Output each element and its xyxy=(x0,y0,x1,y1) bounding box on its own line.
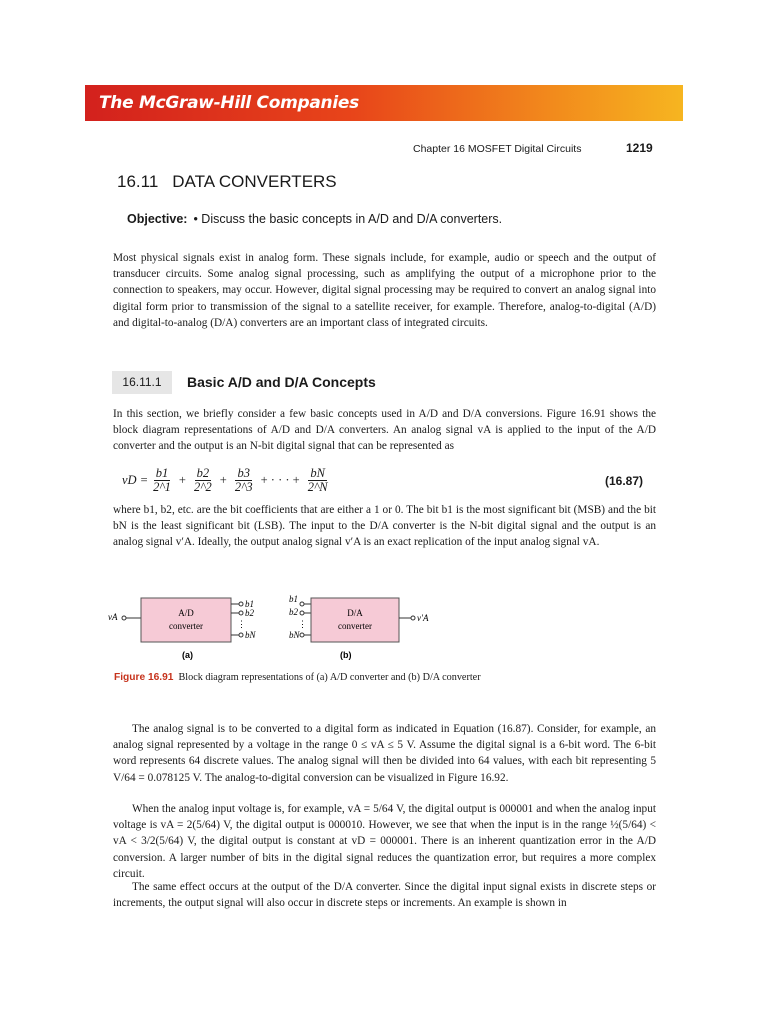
ad-output-terminal xyxy=(239,602,243,606)
figure-caption-label: Figure 16.91 xyxy=(114,672,174,683)
da-block-label: D/A xyxy=(347,608,363,618)
figure-caption-text: Block diagram representations of (a) A/D converter and (b) D/A converter xyxy=(178,672,481,683)
body-paragraph: The analog signal is to be converted to a digital form as indicated in Equation (16.87). Consider, for example, an analog signal represented by a voltage in the range 0 ≤ vA ≤ 5 V. Assume the digital signal is a 6-bit word. The 6-bit word represents 64 discrete values. The analog signal will then be divided into 64 values, with each bit representing 5 V/64 = 0.078125 V. The analog-to-digital conversion can be visualized in Figure 16.92. xyxy=(113,723,656,784)
da-block-label: converter xyxy=(338,621,372,631)
da-output-terminal xyxy=(411,616,415,620)
da-output-label: v′A xyxy=(417,613,429,623)
ad-input-terminal xyxy=(122,616,126,620)
page-number: 1219 xyxy=(626,141,653,155)
fraction xyxy=(306,467,330,494)
denominator: 2^2 xyxy=(193,479,212,494)
objective-label: Objective: xyxy=(127,212,188,226)
bits-paragraph: where b1, b2, etc. are the bit coefficients that are either a 1 or 0. The bit b1 is the most significant bit (MSB) and the bit bN is the least significant bit (LSB). The input to the D/A converter is the N-bit digital signal and the output is an analog signal v′A. Ideally, the output analog signal v′A is an exact replication of the input analog signal vA. xyxy=(113,504,656,549)
ad-output-terminal xyxy=(239,633,243,637)
concepts-paragraph: In this section, we briefly consider a few basic concepts used in A/D and D/A conversions. Figure 16.91 shows the block diagram representations of A/D and D/A converters. An analog signal vA is applied to the input of the A/D converter and the output is an N-bit digital signal that can be represented as xyxy=(113,408,656,453)
denominator: 2^1 xyxy=(153,479,171,494)
ad-output-label: bN xyxy=(245,630,256,640)
section-title: DATA CONVERTERS xyxy=(172,172,337,191)
section-number: 16.11 xyxy=(117,172,159,191)
ad-block-label: A/D xyxy=(178,608,194,618)
da-input-label: b2 xyxy=(289,607,298,617)
body-paragraph: When the analog input voltage is, for example, vA = 5/64 V, the digital output is 000001 and when the analog input voltage is vA = 2(5/64) V, the digital output is 000010. However, we see that when the input is in the range ½(5/64) < vA < 3/2(5/64) V, the digital output is constant at vD = 000001. There is an inherent quantization error in the A/D conversion. A larger number of bits in the digital signal reduces the quantization error, but requires a more complex circuit. xyxy=(113,803,656,880)
denominator: 2^3 xyxy=(234,479,253,494)
denominator: 2^N xyxy=(307,479,328,494)
ad-converter-block xyxy=(141,598,231,642)
block-diagram-figure xyxy=(108,590,438,660)
numerator: b2 xyxy=(196,465,210,480)
figure-caption xyxy=(114,672,481,683)
da-input-label: b1 xyxy=(289,594,298,604)
objective xyxy=(127,212,502,226)
da-converter-block xyxy=(311,598,399,642)
publisher-name: The McGraw-Hill Companies xyxy=(99,93,359,113)
da-input-terminal xyxy=(300,633,304,637)
da-input-terminal xyxy=(300,611,304,615)
publisher-banner xyxy=(85,85,683,121)
subsection-number: 16.11.1 xyxy=(112,371,172,394)
ad-ellipsis: ⋮ xyxy=(237,619,246,629)
equation-16-87 xyxy=(122,465,333,495)
numerator: b3 xyxy=(237,465,250,480)
equation-lhs: vD = xyxy=(122,472,149,487)
intro-paragraph: Most physical signals exist in analog form. These signals include, for example, audio or speech and the output of transducer circuits. Some analog signal processing, such as amplifying the output of a microphone prior to the connection to speakers, may occur. However, digital signal processing may be required to convert an analog signal into digital form prior to transmission of the signal to a satellite receiver, for example. Therefore, analog-to-digital (A/D) and digital-to-analog (D/A) converters are an important class of integrated circuits. xyxy=(113,252,656,329)
fraction xyxy=(192,467,214,494)
numerator: bN xyxy=(310,465,325,480)
ad-block-label: converter xyxy=(169,621,203,631)
da-ellipsis: ⋮ xyxy=(298,619,307,629)
objective-text: • Discuss the basic concepts in A/D and D/A converters. xyxy=(193,212,503,226)
ad-output-label: b1 xyxy=(245,599,254,609)
fraction xyxy=(233,467,255,494)
da-input-label: bN xyxy=(289,630,300,640)
ad-output-label: b2 xyxy=(245,608,254,618)
fraction xyxy=(151,467,173,494)
plus-sign: + xyxy=(219,472,227,487)
figure-part-label-b: (b) xyxy=(340,650,352,660)
plus-sign: + xyxy=(178,472,186,487)
running-head: Chapter 16 MOSFET Digital Circuits xyxy=(413,143,582,155)
ellipsis-terms: + · · · + xyxy=(260,472,300,487)
da-input-terminal xyxy=(300,602,304,606)
equation-number: (16.87) xyxy=(605,474,644,488)
ad-input-label: vA xyxy=(108,612,118,622)
numerator: b1 xyxy=(155,465,169,480)
body-paragraph: The same effect occurs at the output of the D/A converter. Since the digital input signal exists in discrete steps or increments, the output signal will also occur in discrete steps or increments. An example is shown in xyxy=(113,881,656,910)
figure-part-label-a: (a) xyxy=(182,650,193,660)
ad-output-terminal xyxy=(239,611,243,615)
section-heading xyxy=(117,172,337,192)
subsection-title: Basic A/D and D/A Concepts xyxy=(187,374,376,390)
